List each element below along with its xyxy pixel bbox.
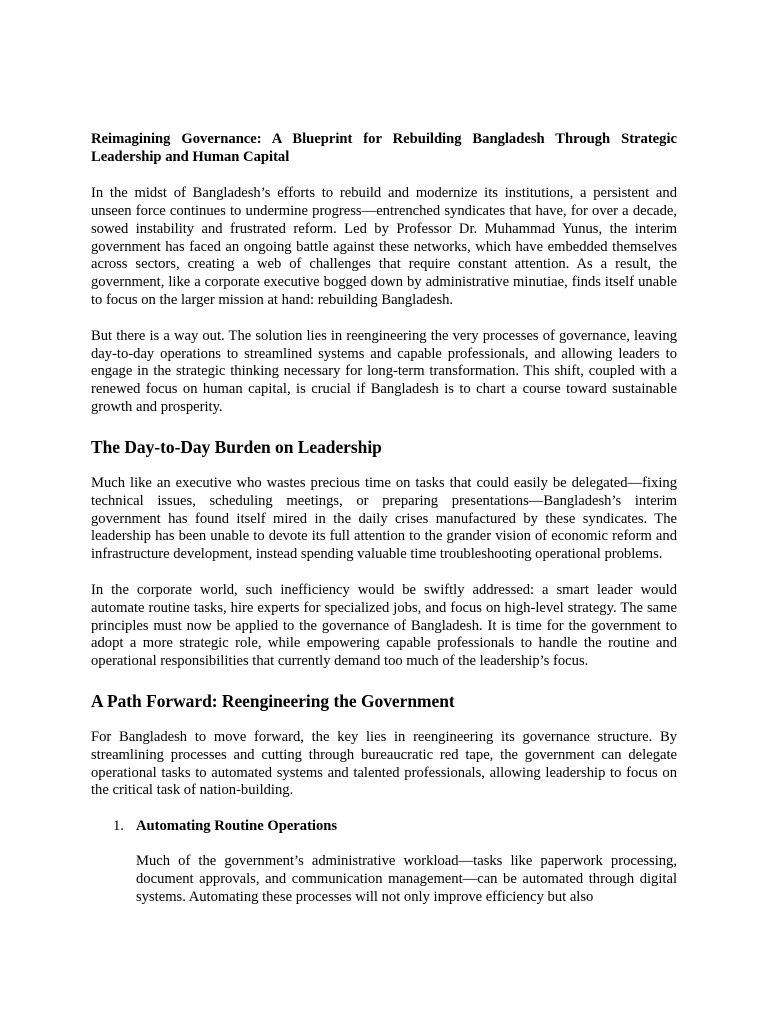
list-item-body: Much of the government’s administrative workload—tasks like paperwork processing, document approvals, and communication management—can be automated through digital systems. Automating these processes will not only improve efficiency but also: [136, 853, 677, 906]
document-page: [91, 131, 677, 907]
list-item: [91, 818, 677, 907]
section-heading-path-forward: A Path Forward: Reengineering the Government: [91, 690, 455, 711]
list-item-heading: Automating Routine Operations: [136, 817, 338, 834]
section1-paragraph-2: In the corporate world, such inefficiency would be swiftly addressed: a smart leader would automate routine tasks, hire experts for specialized jobs, and focus on high-level strategy. The same principles must now be applied to the governance of Bangladesh. It is time for the government to adopt a more strategic role, while empowering capable professionals to handle the routine and operational responsibilities that currently demand too much of the leadership’s focus.: [91, 581, 677, 670]
section2-paragraph-1: For Bangladesh to move forward, the key lies in reengineering its governance structure. By streamlining processes and cutting through bureaucratic red tape, the government can delegate operational tasks to automated systems and talented professionals, allowing leadership to focus on the critical task of nation-building.: [91, 728, 677, 799]
intro-paragraph-1: In the midst of Bangladesh’s efforts to rebuild and modernize its institutions, a persistent and unseen force continues to undermine progress—entrenched syndicates that have, for over a decade, sowed instability and frustrated reform. Led by Professor Dr. Muhammad Yunus, the interim government has faced an ongoing battle against these networks, which have embedded themselves across sectors, creating a web of challenges that require constant attention. As a result, the government, like a corporate executive bogged down by administrative minutiae, finds itself unable to focus on the larger mission at hand: rebuilding Bangladesh.: [91, 184, 677, 309]
numbered-list: [91, 818, 677, 907]
list-item-number: 1.: [113, 817, 124, 834]
document-title: Reimagining Governance: A Blueprint for Rebuilding Bangladesh Through Strategic Leadership and Human Capital: [91, 131, 677, 165]
section1-paragraph-1: Much like an executive who wastes precious time on tasks that could easily be delegated—fixing technical issues, scheduling meetings, or preparing presentations—Bangladesh’s interim government has found itself mired in the daily crises manufactured by these syndicates. The leadership has been unable to devote its full attention to the grander vision of economic reform and infrastructure development, instead spending valuable time troubleshooting operational problems.: [91, 474, 677, 563]
section-heading-leadership-burden: The Day-to-Day Burden on Leadership: [91, 436, 382, 457]
intro-paragraph-2: But there is a way out. The solution lies in reengineering the very processes of governance, leaving day-to-day operations to streamlined systems and capable professionals, and allowing leaders to engage in the strategic thinking necessary for long-term transformation. This shift, coupled with a renewed focus on human capital, is crucial if Bangladesh is to chart a course toward sustainable growth and prosperity.: [91, 327, 677, 416]
